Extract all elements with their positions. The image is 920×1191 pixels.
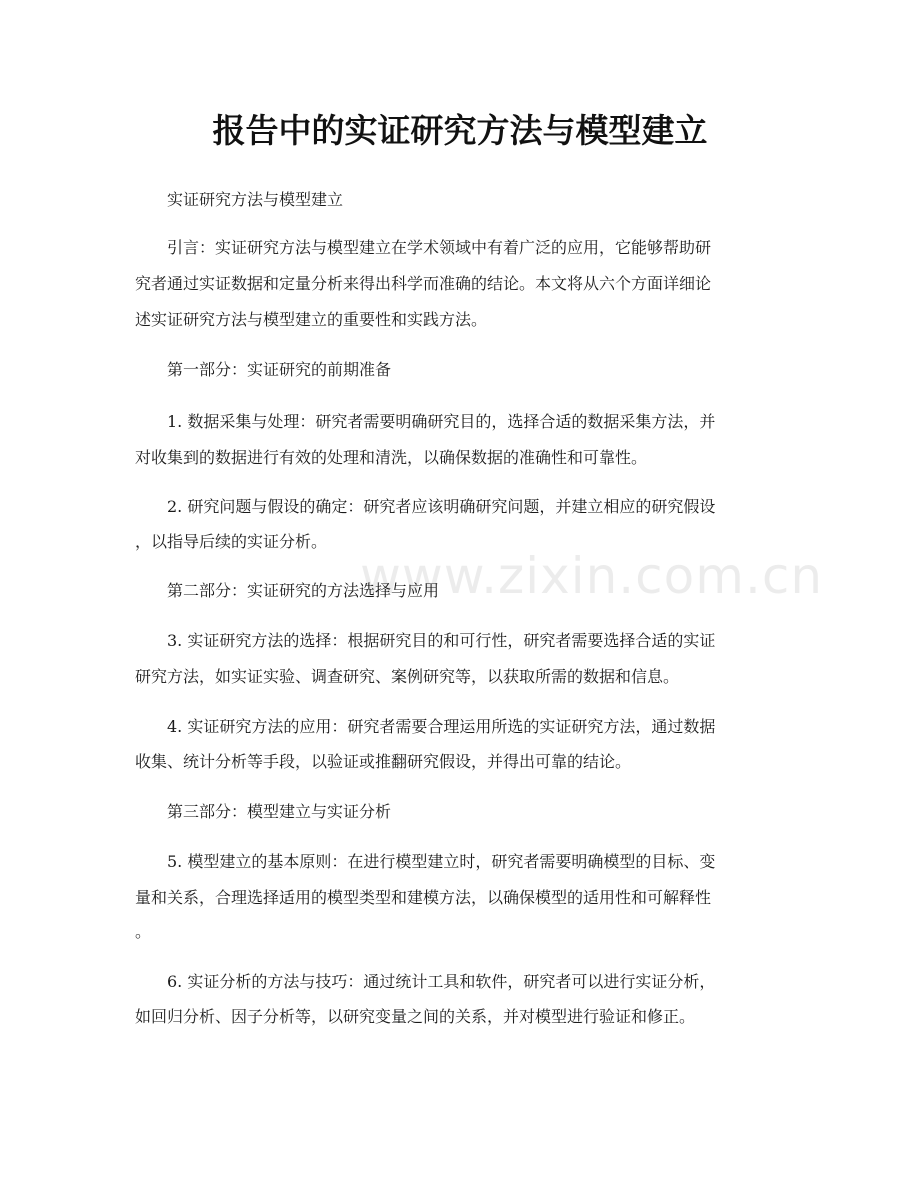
item1-line-2: 对收集到的数据进行有效的处理和清洗，以确保数据的准确性和可靠性。	[135, 448, 648, 467]
item4-line-1: 4. 实证研究方法的应用：研究者需要合理运用所选的实证研究方法，通过数据	[167, 717, 716, 736]
intro-line-3: 述实证研究方法与模型建立的重要性和实践方法。	[135, 310, 488, 329]
item2-line-1: 2. 研究问题与假设的确定：研究者应该明确研究问题，并建立相应的研究假设	[167, 497, 716, 516]
item3-line-2: 研究方法，如实证实验、调查研究、案例研究等，以获取所需的数据和信息。	[135, 667, 680, 686]
item6-line-1: 6. 实证分析的方法与技巧：通过统计工具和软件，研究者可以进行实证分析，	[167, 972, 716, 991]
document-title: 报告中的实证研究方法与模型建立	[212, 111, 708, 150]
part2-heading: 第二部分：实证研究的方法选择与应用	[167, 581, 440, 600]
intro-line-2: 究者通过实证数据和定量分析来得出科学而准确的结论。本文将从六个方面详细论	[135, 274, 712, 293]
subtitle-line-1: 实证研究方法与模型建立	[167, 190, 344, 209]
item3-line-1: 3. 实证研究方法的选择：根据研究目的和可行性，研究者需要选择合适的实证	[167, 631, 716, 650]
part1-heading: 第一部分：实证研究的前期准备	[167, 360, 392, 379]
watermark: www.zixin.com.cn	[360, 547, 824, 605]
part3-heading: 第三部分：模型建立与实证分析	[167, 802, 392, 821]
item1-line-1: 1. 数据采集与处理：研究者需要明确研究目的，选择合适的数据采集方法，并	[167, 412, 716, 431]
item5-line-3: 。	[135, 922, 152, 941]
intro-line-1: 引言：实证研究方法与模型建立在学术领域中有着广泛的应用，它能够帮助研	[167, 238, 712, 257]
item4-line-2: 收集、统计分析等手段，以验证或推翻研究假设，并得出可靠的结论。	[135, 752, 632, 771]
item2-line-2: ，以指导后续的实证分析。	[135, 532, 328, 551]
item5-line-2: 量和关系，合理选择适用的模型类型和建模方法，以确保模型的适用性和可解释性	[135, 888, 712, 907]
item5-line-1: 5. 模型建立的基本原则：在进行模型建立时，研究者需要明确模型的目标、变	[167, 852, 716, 871]
item6-line-2: 如回归分析、因子分析等，以研究变量之间的关系，并对模型进行验证和修正。	[135, 1007, 696, 1026]
